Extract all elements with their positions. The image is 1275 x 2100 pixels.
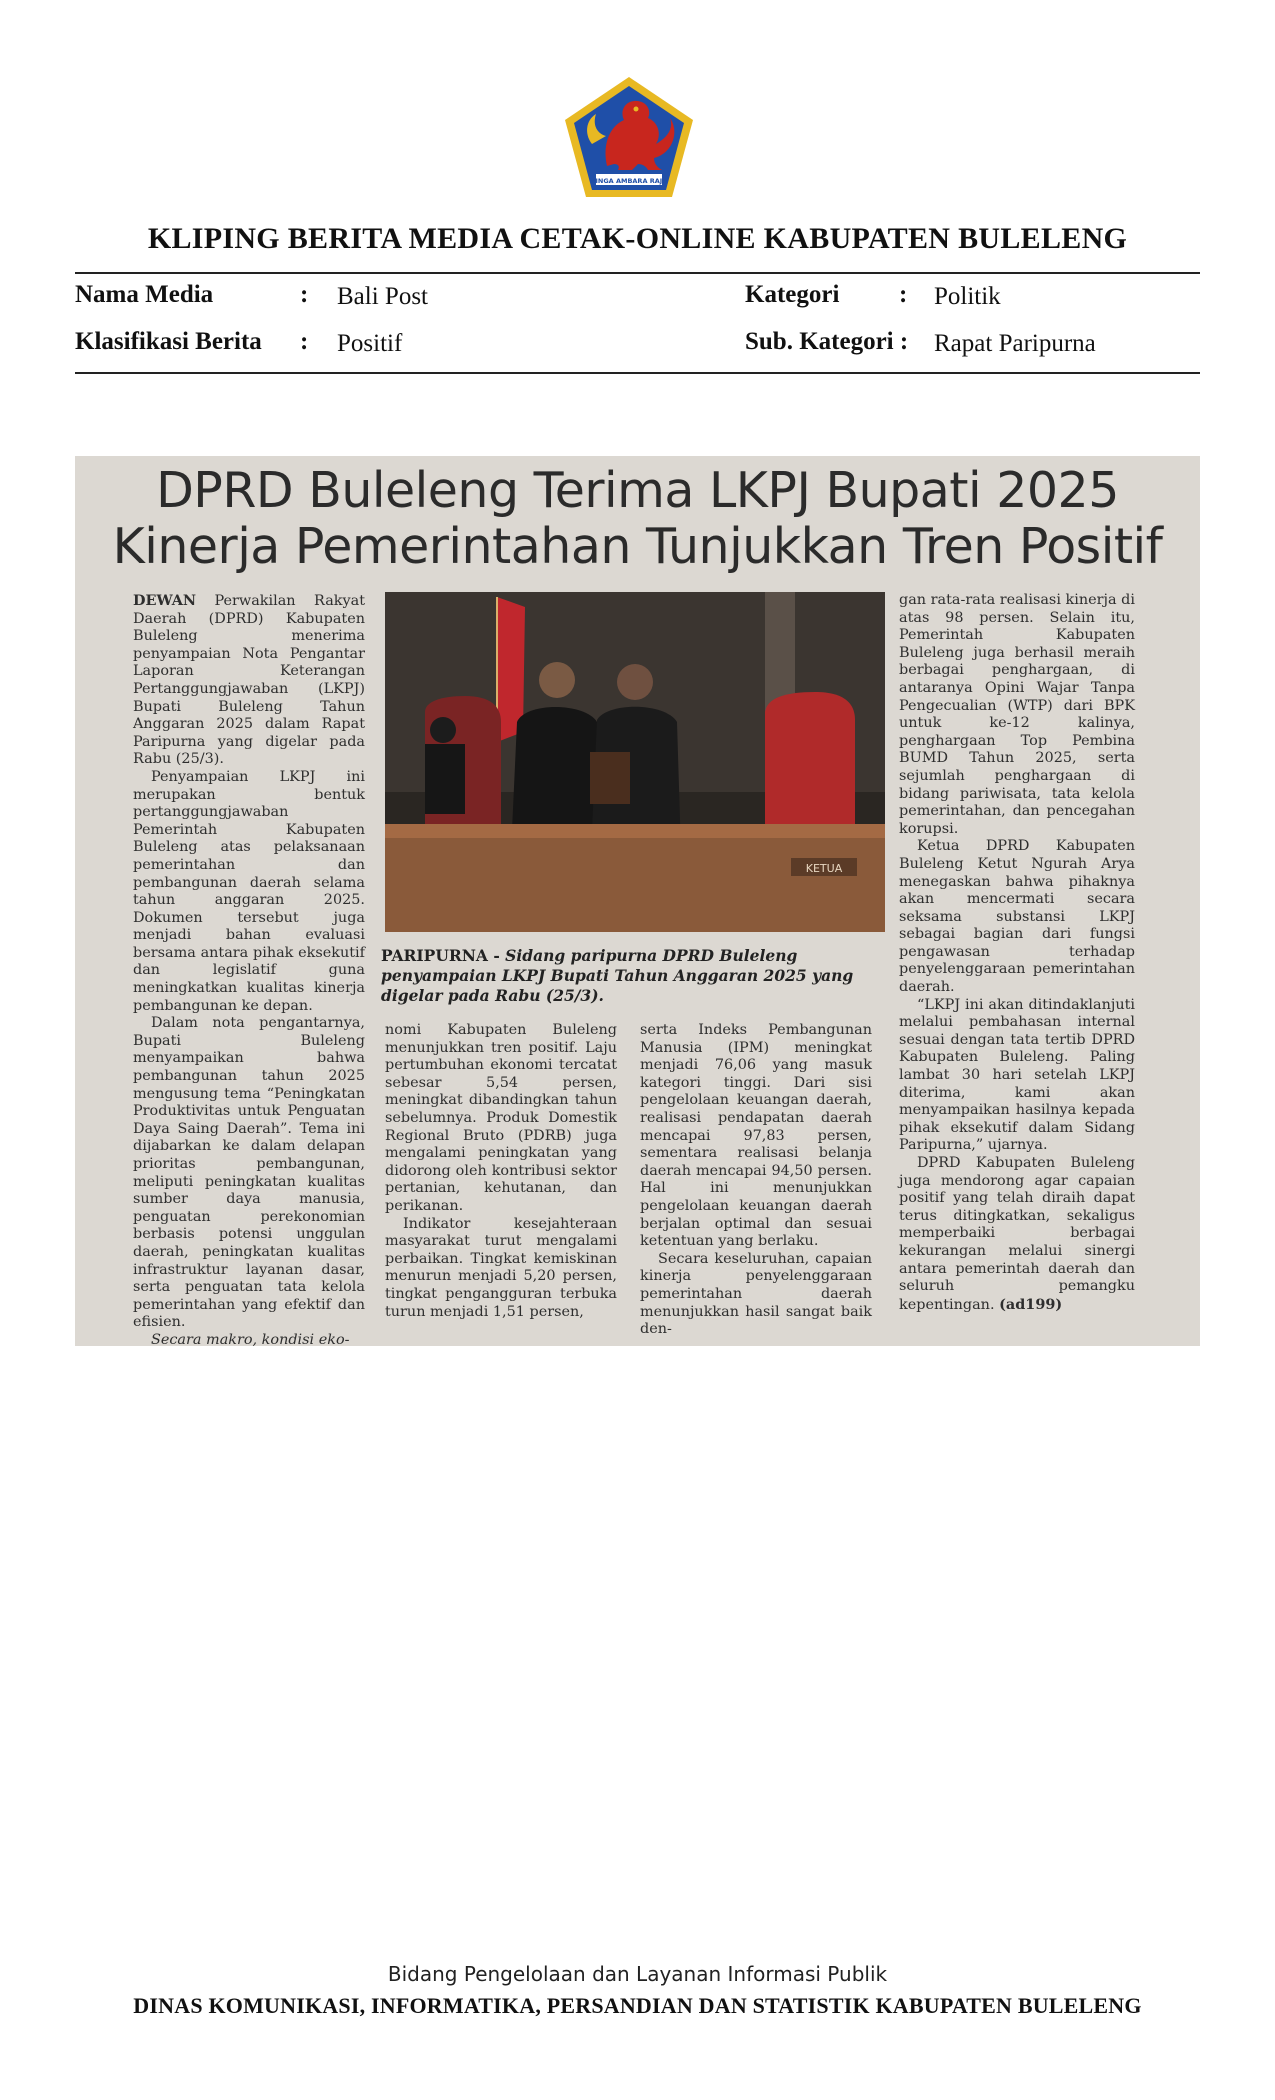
category-label: Kategori — [745, 281, 840, 308]
article-paragraph: Penyampaian LKPJ ini merupakan bentuk pertanggungjawaban Pemerintah Kabupaten Buleleng atas pelaksanaan pemerintahan dan pembangunan daerah selama tahun anggaran 2025. Dokumen tersebut juga menjadi bahan evaluasi bersama antara pihak eksekutif dan legislatif guna meningkatkan kualitas kinerja pembangunan ke depan. — [133, 768, 365, 1014]
document-title: KLIPING BERITA MEDIA CETAK-ONLINE KABUPATEN BULELENG — [147, 222, 1128, 255]
category-colon: : — [899, 281, 908, 308]
media-colon: : — [300, 281, 309, 308]
article-column-3 — [640, 1022, 872, 1338]
article-lead-word: DEWAN — [133, 592, 197, 609]
caption-text: Sidang paripurna DPRD Buleleng penyampaian LKPJ Bupati Tahun Anggaran 2025 yang digelar pada Rabu (25/3). — [381, 946, 854, 1005]
media-label: Nama Media — [75, 281, 214, 308]
article-paragraph: Perwakilan Rakyat Daerah (DPRD) Kabupaten Buleleng menerima penyampaian Nota Pengantar Laporan Keterangan Pertanggungjawaban (LKPJ) Bupati Buleleng Tahun Anggaran 2025 dalam Rapat Paripurna yang digelar pada Rabu (25/3). — [133, 593, 365, 768]
article-paragraph: Indikator kesejahteraan masyarakat turut mengalami perbaikan. Tingkat kemiskinan menurun menjadi 5,20 persen, tingkat pengangguran terbuka turun menjadi 1,51 persen, — [385, 1215, 617, 1320]
desk-nameplate: KETUA — [805, 862, 843, 875]
footer-division: Bidang Pengelolaan dan Layanan Informasi Publik — [387, 1962, 888, 1986]
article-paragraph: Secara keseluruhan, capaian kinerja penyelenggaraan pemerintahan daerah menunjukkan hasil sangat baik den- — [640, 1250, 872, 1338]
article-paragraph: nomi Kabupaten Buleleng menunjukkan tren positif. Laju pertumbuhan ekonomi tercatat sebesar 5,54 persen, meningkat dibandingkan tahun sebelumnya. Produk Domestik Regional Bruto (PDRB) juga mengalami peningkatan yang didorong oleh kontribusi sektor pertanian, kehutanan, dan perikanan. — [385, 1022, 617, 1214]
article-paragraph: serta Indeks Pembangunan Manusia (IPM) meningkat menjadi 76,06 yang masuk kategori tinggi. Dari sisi pengelolaan keuangan daerah, realisasi pendapatan daerah mencapai 97,83 persen, sementara realisasi belanja daerah mencapai 94,50 persen. Hal ini menunjukkan pengelolaan keuangan daerah berjalan optimal dan sesuai ketentuan yang berlaku. — [640, 1022, 872, 1250]
article-paragraph — [899, 1155, 1135, 1314]
article-paragraph: Dalam nota pengantarnya, Bupati Buleleng menyampaikan bahwa pembangunan tahun 2025 mengusung tema “Peningkatan Produktivitas untuk Penguatan Daya Saing Daerah”. Tema ini dijabarkan ke dalam delapan prioritas pembangunan, meliputi peningkatan kualitas sumber daya manusia, penguatan perekonomian berbasis potensi unggulan daerah, peningkatan kualitas infrastruktur layanan dasar, serta penguatan tata kelola pemerintahan yang efektif dan efisien. — [133, 1015, 365, 1331]
headline-line-2: Kinerja Pemerintahan Tunjukkan Tren Positif — [112, 518, 1163, 575]
article-column-1 — [133, 592, 365, 1348]
divider-bottom — [75, 372, 1200, 374]
news-photo — [385, 592, 885, 932]
article-paragraph: Secara makro, kondisi eko- — [151, 1331, 350, 1348]
article-paragraph: gan rata-rata realisasi kinerja di atas 98 persen. Selain itu, Pemerintah Kabupaten Buleleng juga berhasil meraih berbagai penghargaan, di antaranya Opini Wajar Tanpa Pengecualian (WTP) dari BPK untuk ke-12 kalinya, penghargaan Top Pembina BUMD Tahun 2025, serta sejumlah penghargaan di bidang pariwisata, tata kelola pemerintahan, dan pencegahan korupsi. — [899, 592, 1135, 837]
article-column-4 — [899, 592, 1135, 1332]
classification-label: Klasifikasi Berita — [75, 328, 262, 355]
article-paragraph: “LKPJ ini akan ditindaklanjuti melalui pembahasan internal sesuai dengan tata tertib DPRD Kabupaten Buleleng. Paling lambat 30 hari setelah LKPJ diterima, kami akan menyampaikan hasilnya kepada pihak eksekutif dalam Sidang Paripurna,” ujarnya. — [899, 996, 1135, 1154]
subcategory-value: Rapat Paripurna — [934, 330, 1096, 357]
divider-top — [75, 272, 1200, 274]
news-clipping — [75, 456, 1200, 1346]
regency-emblem-icon — [562, 74, 696, 200]
headline-line-1: DPRD Buleleng Terima LKPJ Bupati 2025 — [156, 462, 1119, 519]
article-text: DPRD Kabupaten Buleleng juga mendorong agar capaian positif yang telah diraih dapat terus ditingkatkan, sekaligus memperbaiki berbagai kekurangan melalui sinergi antara pemerintah daerah dan seluruh pemangku kepentingan. — [899, 1155, 1135, 1313]
caption-label: PARIPURNA - — [381, 946, 506, 965]
subcategory-label: Sub. Kategori : — [745, 328, 909, 355]
classification-value: Positif — [337, 330, 403, 357]
photo-caption — [381, 946, 886, 1006]
reporter-signoff: (ad199) — [999, 1295, 1063, 1313]
media-value: Bali Post — [337, 283, 428, 310]
footer-agency: DINAS KOMUNIKASI, INFORMATIKA, PERSANDIAN DAN STATISTIK KABUPATEN BULELENG — [133, 1993, 1142, 2018]
emblem-motto: SINGA AMBARA RAJA — [590, 177, 668, 185]
article-paragraph: Ketua DPRD Kabupaten Buleleng Ketut Ngurah Arya menegaskan bahwa pihaknya akan mencermati secara seksama substansi LKPJ sebagai bagian dari fungsi pengawasan terhadap penyelenggaraan pemerintahan daerah. — [899, 838, 1135, 996]
article-column-2 — [385, 1022, 617, 1332]
category-value: Politik — [934, 283, 1001, 310]
classification-colon: : — [300, 328, 309, 355]
